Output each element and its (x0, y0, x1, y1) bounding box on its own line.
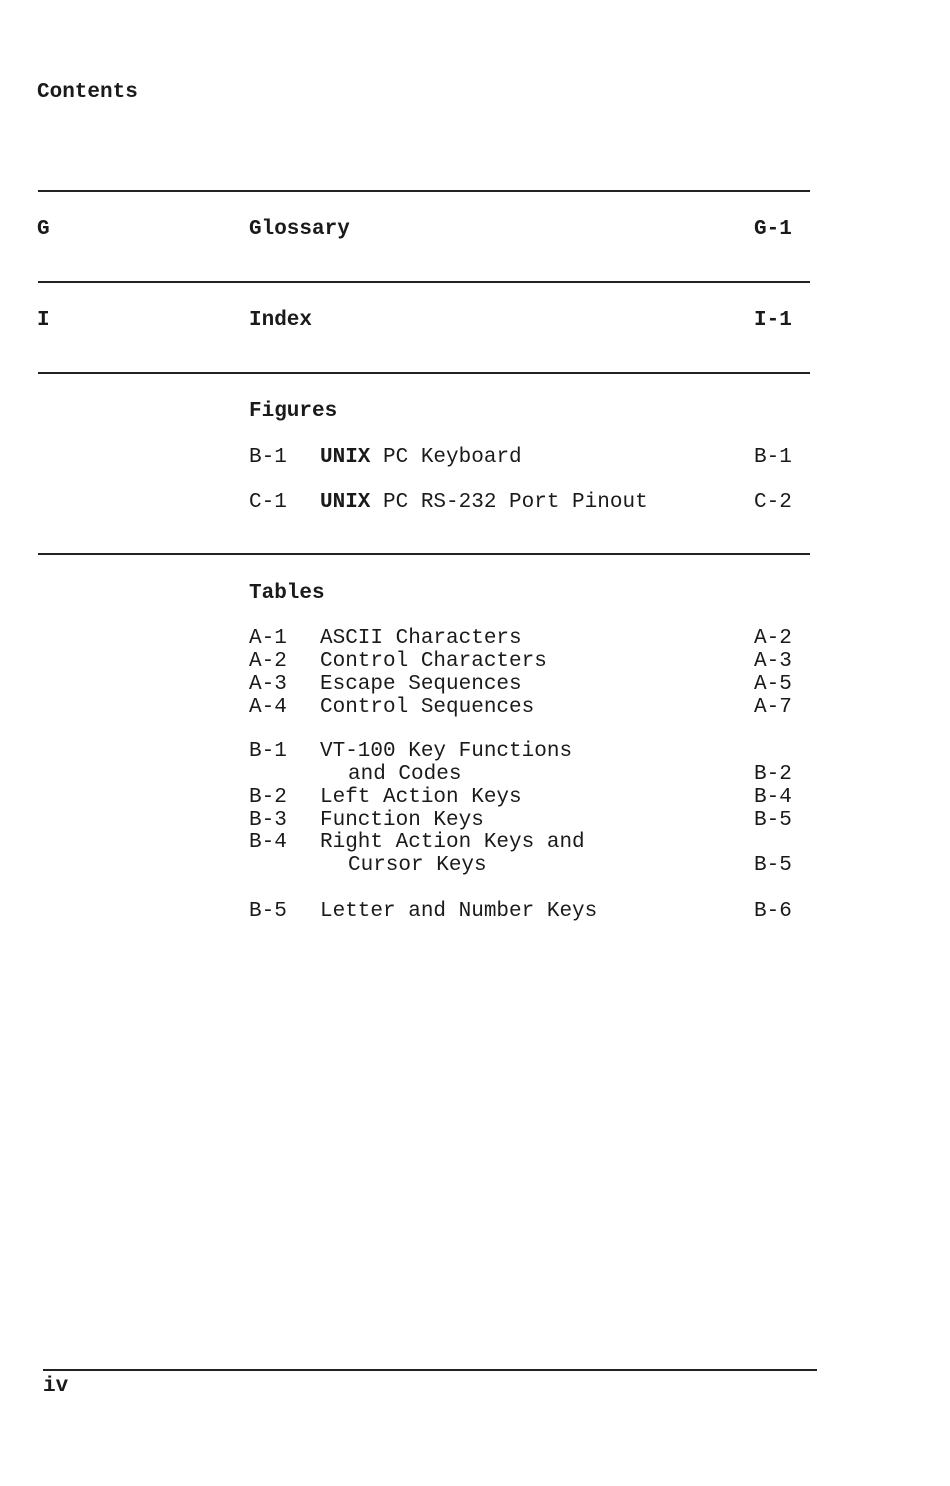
figure-title-rest: PC RS-232 Port Pinout (370, 491, 648, 514)
table-title[interactable]: VT-100 Key Functions (320, 740, 573, 763)
figure-page: C-2 (754, 491, 792, 514)
table-title[interactable]: Control Characters (320, 650, 547, 673)
table-title[interactable]: Function Keys (320, 809, 484, 832)
figure-title-bold: UNIX (320, 446, 371, 469)
table-title-continued[interactable]: and Codes (348, 763, 462, 786)
table-number: B-1 (249, 740, 287, 763)
table-page: B-2 (754, 763, 792, 786)
toc-entry-glossary[interactable]: Glossary (249, 218, 350, 241)
section-letter-index: I (37, 309, 50, 332)
table-page: B-6 (754, 900, 792, 923)
table-title[interactable]: ASCII Characters (320, 627, 522, 650)
figure-title-rest: PC Keyboard (370, 446, 522, 469)
tables-heading: Tables (249, 582, 325, 605)
table-number: B-2 (249, 786, 287, 809)
table-title[interactable]: Left Action Keys (320, 786, 522, 809)
table-page: A-5 (754, 673, 792, 696)
table-title-continued[interactable]: Cursor Keys (348, 854, 487, 877)
footer-divider (43, 1369, 817, 1371)
table-title[interactable]: Escape Sequences (320, 673, 522, 696)
figure-page: B-1 (754, 446, 792, 469)
divider (38, 553, 810, 555)
table-number: B-4 (249, 831, 287, 854)
divider (38, 372, 810, 374)
table-number: B-5 (249, 900, 287, 923)
figure-title[interactable] (320, 446, 522, 469)
figure-title-bold: UNIX (320, 491, 371, 514)
table-title[interactable]: Letter and Number Keys (320, 900, 598, 923)
table-page: B-4 (754, 786, 792, 809)
divider (38, 190, 810, 192)
section-letter-glossary: G (37, 218, 50, 241)
figure-number: B-1 (249, 446, 287, 469)
table-page: A-3 (754, 650, 792, 673)
table-number: A-3 (249, 673, 287, 696)
figure-number: C-1 (249, 491, 287, 514)
page-number: iv (43, 1375, 69, 1398)
figures-heading: Figures (249, 400, 338, 423)
table-number: A-1 (249, 627, 287, 650)
table-page: B-5 (754, 809, 792, 832)
table-number: A-2 (249, 650, 287, 673)
table-title[interactable]: Right Action Keys and (320, 831, 585, 854)
table-number: B-3 (249, 809, 287, 832)
figure-title[interactable] (320, 491, 648, 514)
table-page: A-7 (754, 696, 792, 719)
table-number: A-4 (249, 696, 287, 719)
table-page: B-5 (754, 854, 792, 877)
toc-entry-index[interactable]: Index (249, 309, 313, 332)
table-title[interactable]: Control Sequences (320, 696, 535, 719)
divider (38, 281, 810, 283)
page-title: Contents (37, 81, 138, 104)
toc-page-index: I-1 (754, 309, 792, 332)
table-page: A-2 (754, 627, 792, 650)
toc-page-glossary: G-1 (754, 218, 792, 241)
